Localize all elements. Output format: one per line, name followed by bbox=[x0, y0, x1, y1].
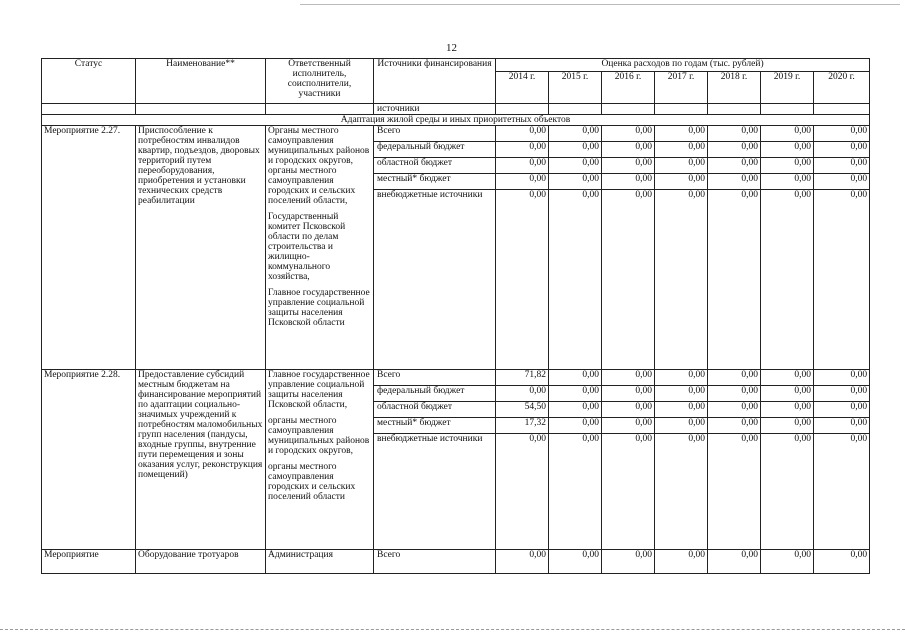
source-cell: Всего bbox=[374, 126, 496, 142]
source-cell: Всего bbox=[374, 550, 496, 574]
value-cell: 0,00 bbox=[602, 158, 655, 174]
value-cell: 0,00 bbox=[602, 434, 655, 550]
value-cell: 0,00 bbox=[496, 190, 549, 370]
value-cell: 0,00 bbox=[708, 190, 761, 370]
value-cell: 0,00 bbox=[549, 550, 602, 574]
value-cell: 0,00 bbox=[549, 190, 602, 370]
value-cell: 0,00 bbox=[814, 158, 870, 174]
value-cell: 0,00 bbox=[761, 418, 814, 434]
value-cell: 0,00 bbox=[655, 402, 708, 418]
value-cell: 0,00 bbox=[496, 434, 549, 550]
value-cell: 0,00 bbox=[602, 386, 655, 402]
value-cell: 0,00 bbox=[655, 158, 708, 174]
value-cell: 0,00 bbox=[602, 402, 655, 418]
value-cell: 0,00 bbox=[655, 142, 708, 158]
value-cell: 0,00 bbox=[602, 142, 655, 158]
responsible-item: Органы местного самоуправления муниципальных районов и городских округов, органы местного самоуправления городских и сельских поселений области, bbox=[268, 126, 370, 206]
section-title: Адаптация жилой среды и иных приоритетных объектов bbox=[42, 115, 870, 126]
measure-status: Мероприятие 2.28. bbox=[42, 370, 136, 550]
value-cell: 0,00 bbox=[761, 370, 814, 386]
value-cell: 0,00 bbox=[496, 142, 549, 158]
value-cell: 0,00 bbox=[708, 418, 761, 434]
value-cell: 0,00 bbox=[496, 386, 549, 402]
responsible-item: Администрация bbox=[268, 550, 333, 560]
header-year: 2016 г. bbox=[602, 72, 655, 104]
value-cell: 0,00 bbox=[496, 174, 549, 190]
source-cell: федеральный бюджет bbox=[374, 142, 496, 158]
value-cell: 0,00 bbox=[602, 174, 655, 190]
header-responsible: Ответственный исполнитель, соисполнители, участники bbox=[266, 59, 374, 104]
value-cell: 0,00 bbox=[602, 418, 655, 434]
value-cell: 0,00 bbox=[708, 402, 761, 418]
value-cell: 0,00 bbox=[549, 418, 602, 434]
table-header bbox=[42, 59, 870, 104]
value-cell: 0,00 bbox=[814, 126, 870, 142]
value-cell: 0,00 bbox=[655, 370, 708, 386]
measure-status: Мероприятие bbox=[42, 550, 136, 574]
value-cell: 0,00 bbox=[549, 402, 602, 418]
value-cell: 0,00 bbox=[549, 386, 602, 402]
responsible-item: органы местного самоуправления муниципальных районов и городских округов, bbox=[268, 416, 370, 456]
value-cell: 0,00 bbox=[708, 126, 761, 142]
value-cell: 0,00 bbox=[549, 158, 602, 174]
responsible-item: органы местного самоуправления городских и сельских поселений области bbox=[268, 462, 356, 502]
value-cell: 0,00 bbox=[549, 142, 602, 158]
value-cell: 0,00 bbox=[602, 550, 655, 574]
value-cell: 0,00 bbox=[602, 126, 655, 142]
page-number: 12 bbox=[446, 42, 457, 54]
header-status: Статус bbox=[42, 59, 136, 104]
value-cell: 0,00 bbox=[655, 126, 708, 142]
measure-status: Мероприятие 2.27. bbox=[42, 126, 136, 370]
value-cell: 0,00 bbox=[814, 434, 870, 550]
value-cell: 0,00 bbox=[814, 418, 870, 434]
value-cell: 0,00 bbox=[761, 142, 814, 158]
value-cell: 0,00 bbox=[761, 402, 814, 418]
value-cell: 0,00 bbox=[549, 174, 602, 190]
value-cell: 0,00 bbox=[761, 190, 814, 370]
source-cell: местный* бюджет bbox=[374, 174, 496, 190]
value-cell: 0,00 bbox=[655, 418, 708, 434]
source-cell: внебюджетные источники bbox=[374, 190, 496, 370]
value-cell: 0,00 bbox=[602, 190, 655, 370]
value-cell: 0,00 bbox=[814, 550, 870, 574]
value-cell: 0,00 bbox=[496, 126, 549, 142]
value-cell: 0,00 bbox=[814, 142, 870, 158]
value-cell: 0,00 bbox=[549, 370, 602, 386]
header-year: 2019 г. bbox=[761, 72, 814, 104]
responsible-item: Главное государственное управление социальной защиты населения Псковской области, bbox=[268, 370, 370, 410]
value-cell: 0,00 bbox=[761, 126, 814, 142]
value-cell: 0,00 bbox=[655, 174, 708, 190]
value-cell: 0,00 bbox=[761, 550, 814, 574]
value-cell: 0,00 bbox=[549, 126, 602, 142]
value-cell: 0,00 bbox=[708, 434, 761, 550]
source-cell: Всего bbox=[374, 370, 496, 386]
source-cell: внебюджетные источники bbox=[374, 434, 496, 550]
value-cell: 0,00 bbox=[708, 174, 761, 190]
value-cell: 0,00 bbox=[708, 370, 761, 386]
measure-name: Предоставление субсидий местным бюджетам на финансирование мероприятий по адаптации социально-значимых учреждений к потребностям маломобильных групп населения (пандусы, входные группы, внутренние пути перемещения и зоны оказания услуг, реконструкция помещений) bbox=[136, 370, 266, 550]
header-year: 2015 г. bbox=[549, 72, 602, 104]
header-estimate: Оценка расходов по годам (тыс. рублей) bbox=[496, 59, 870, 72]
responsible-item: Главное государственное управление социальной защиты населения Псковской области bbox=[268, 288, 370, 328]
value-cell: 0,00 bbox=[708, 142, 761, 158]
value-cell: 0,00 bbox=[655, 550, 708, 574]
header-year: 2020 г. bbox=[814, 72, 870, 104]
value-cell: 0,00 bbox=[655, 434, 708, 550]
value-cell: 0,00 bbox=[496, 158, 549, 174]
header-year: 2017 г. bbox=[655, 72, 708, 104]
scan-edge-line bbox=[0, 629, 905, 630]
measure-responsible bbox=[266, 126, 374, 370]
responsible-item: Государственный комитет Псковской области по делам строительства и жилищно-коммунального хозяйства, bbox=[268, 212, 346, 282]
value-cell: 0,00 bbox=[761, 158, 814, 174]
header-year: 2014 г. bbox=[496, 72, 549, 104]
header-year: 2018 г. bbox=[708, 72, 761, 104]
value-cell: 0,00 bbox=[655, 386, 708, 402]
scan-edge-line bbox=[300, 4, 900, 5]
value-cell: 0,00 bbox=[708, 386, 761, 402]
value-cell: 0,00 bbox=[814, 370, 870, 386]
header-name: Наименование** bbox=[136, 59, 266, 104]
value-cell: 17,32 bbox=[496, 418, 549, 434]
value-cell: 0,00 bbox=[655, 190, 708, 370]
value-cell: 54,50 bbox=[496, 402, 549, 418]
value-cell: 0,00 bbox=[814, 174, 870, 190]
value-cell: 0,00 bbox=[761, 386, 814, 402]
value-cell: 0,00 bbox=[814, 402, 870, 418]
value-cell: 0,00 bbox=[761, 174, 814, 190]
source-cell: местный* бюджет bbox=[374, 418, 496, 434]
expenses-table bbox=[41, 58, 870, 574]
source-cell: федеральный бюджет bbox=[374, 386, 496, 402]
value-cell: 0,00 bbox=[708, 550, 761, 574]
measure-name: Оборудование тротуаров bbox=[136, 550, 266, 574]
value-cell: 0,00 bbox=[761, 434, 814, 550]
value-cell: 0,00 bbox=[814, 386, 870, 402]
source-cell: областной бюджет bbox=[374, 158, 496, 174]
value-cell: 71,82 bbox=[496, 370, 549, 386]
value-cell: 0,00 bbox=[814, 190, 870, 370]
carryover-source: источники bbox=[374, 104, 496, 115]
value-cell: 0,00 bbox=[708, 158, 761, 174]
value-cell: 0,00 bbox=[602, 370, 655, 386]
header-sources: Источники финансирования bbox=[374, 59, 496, 104]
value-cell: 0,00 bbox=[549, 434, 602, 550]
source-cell: областной бюджет bbox=[374, 402, 496, 418]
value-cell: 0,00 bbox=[496, 550, 549, 574]
measure-responsible bbox=[266, 550, 374, 574]
measure-name: Приспособление к потребностям инвалидов квартир, подъездов, дворовых территорий путем переоборудования, приобретения и установки технических средств реабилитации bbox=[136, 126, 266, 370]
measure-responsible bbox=[266, 370, 374, 550]
